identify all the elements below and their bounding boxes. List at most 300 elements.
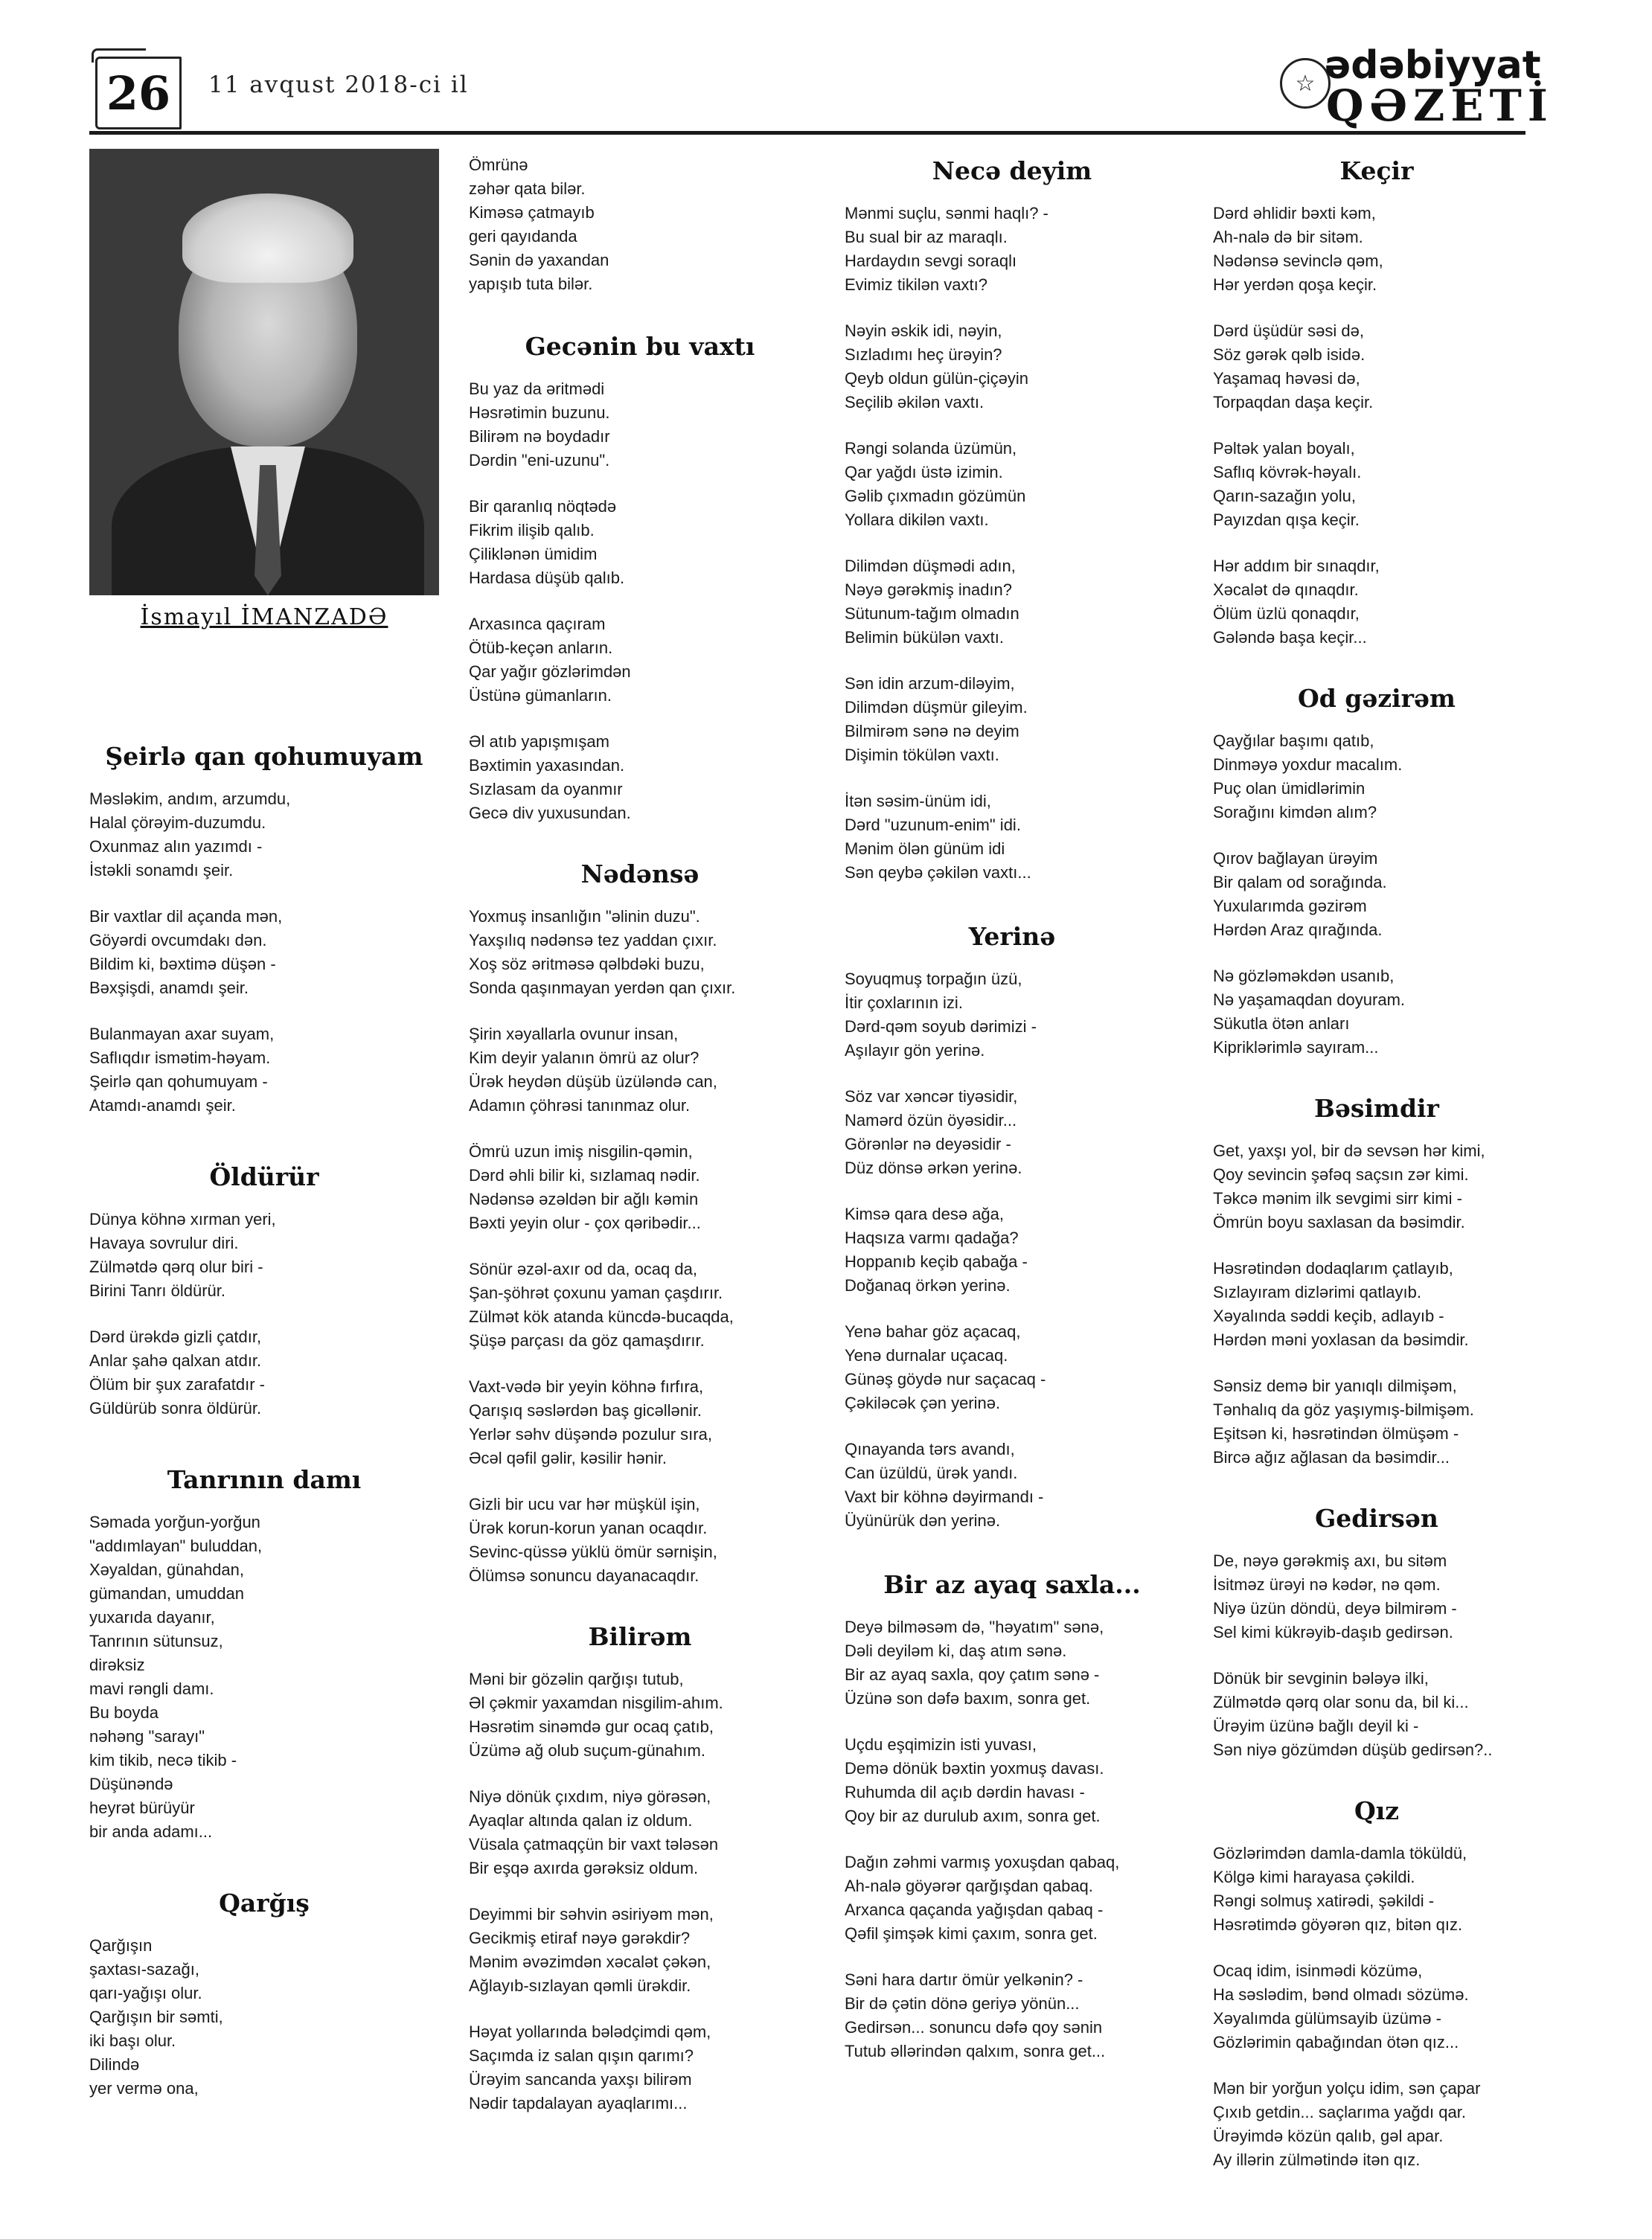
poem-line: Kim deyir yalanın ömrü az olur?: [469, 1048, 699, 1067]
poem-line: Sel kimi kükrəyib-daşıb gedirsən.: [1213, 1623, 1453, 1641]
stanza: [1213, 437, 1540, 532]
poem-title: Od gəzirəm: [1298, 684, 1456, 713]
poem-seirle-qan-qohumuyam: [89, 742, 439, 1118]
poem-line: Dilimdən düşmədi adın,: [845, 557, 1016, 575]
stanza: [469, 730, 811, 825]
poem-line: Belimin bükülən vaxtı.: [845, 628, 1004, 647]
poem-line: Gecikmiş etiraf nəyə gərəkdir?: [469, 1929, 691, 1947]
poem-title: Yerinə: [968, 922, 1056, 951]
poem-line: Yaşamaq həvəsi də,: [1213, 369, 1360, 388]
poem-line: Həsrətindən dodaqlarım çatlayıb,: [1213, 1259, 1453, 1278]
poem-title: Bilirəm: [588, 1622, 692, 1651]
poem-line: Saçımda iz salan qışın qarımı?: [469, 2046, 694, 2065]
poem-line: Göyərdi ovcumdakı dən.: [89, 931, 267, 949]
poem-line: Üyünürük dən yerinə.: [845, 1511, 1001, 1530]
poem-line: Puç olan ümidlərimin: [1213, 779, 1366, 798]
stanza: [1213, 729, 1540, 824]
poem-line: Əl çəkmir yaxamdan nisgilim-ahım.: [469, 1694, 723, 1712]
poem-line: Sorağını kimdən alım?: [1213, 803, 1377, 821]
poem-line: nəhəng "sarayı": [89, 1727, 205, 1746]
poem-title: Qarğış: [219, 1889, 310, 1918]
poem-line: Namərd özün öyəsidir...: [845, 1111, 1017, 1130]
poem-line: iki başı olur.: [89, 2031, 176, 2050]
poem-line: Sızladımı heç ürəyin?: [845, 345, 1002, 364]
poem-line: Qəfil şimşək kimi çaxım, sonra get.: [845, 1924, 1098, 1943]
poem-line: Rəngi solmuş xatirədi, şəkildi -: [1213, 1892, 1435, 1910]
poem-gedirsen: [1213, 1504, 1540, 1762]
poem-line: Səni hara dartır ömür yelkənin? -: [845, 1970, 1083, 1989]
poem-line: Yuxularımda gəzirəm: [1213, 897, 1367, 915]
poem-line: Yollara dikilən vaxtı.: [845, 510, 989, 529]
poem-line: Nəyin əskik idi, nəyin,: [845, 321, 1002, 340]
poem-line: gümandan, umuddan: [89, 1584, 244, 1603]
poem-line: Xəyalında səddi keçib, adlayıb -: [1213, 1307, 1444, 1325]
poem-line: Torpaqdan daşa keçir.: [1213, 393, 1374, 411]
poem-line: Məsləkim, andım, arzumdu,: [89, 789, 291, 808]
stanza: [469, 1140, 811, 1235]
poem-line: Payızdan qışa keçir.: [1213, 510, 1360, 529]
poem-line: Dəli deyiləm ki, daş atım sənə.: [845, 1641, 1067, 1660]
poem-title: Tanrının damı: [167, 1465, 362, 1494]
poem-line: Sən idin arzum-diləyim,: [845, 674, 1015, 693]
stanza: [1213, 554, 1540, 650]
poem-line: Zülmət kök atanda küncdə-bucaqda,: [469, 1307, 734, 1326]
poem-nece-deyim: [845, 156, 1179, 885]
poem-line: Bir eşqə axırda gərəksiz oldum.: [469, 1859, 699, 1877]
poem-line: Ha səslədim, bənd olmadı sözümə.: [1213, 1985, 1469, 2004]
poem-gecenin-bu-vaxti: [469, 332, 811, 825]
poem-line: Məni bir gözəlin qarğışı tutub,: [469, 1670, 684, 1688]
poem-line: Dünya köhnə xırman yeri,: [89, 1210, 276, 1229]
poem-line: Dərd əhli bilir ki, sızlamaq nədir.: [469, 1166, 700, 1185]
poem-line: Bir az ayaq saxla, qoy çatım sənə -: [845, 1665, 1100, 1684]
poem-line: Nəyə gərəkmiş inadın?: [845, 580, 1013, 599]
poem-line: Həsrətimdə göyərən qız, bitən qız.: [1213, 1915, 1463, 1934]
poem-line: Görənlər nə deyəsidir -: [845, 1135, 1011, 1153]
poem-title: Bir az ayaq saxla...: [883, 1570, 1141, 1599]
poem-line: Ölüm bir şux zarafatdır -: [89, 1375, 265, 1394]
poem-line: Ölümsə sonuncu dayanacaqdır.: [469, 1566, 699, 1585]
poem-line: Ah-nalə göyərər qarğışdan qabaq.: [845, 1877, 1093, 1895]
poem-line: Sənsiz demə bir yanıqlı dilmişəm,: [1213, 1377, 1457, 1395]
poem-line: Hər addım bir sınaqdır,: [1213, 557, 1380, 575]
poem-line: Ağlayıb-sızlayan qəmli ürəkdir.: [469, 1976, 691, 1995]
poem-line: Bilmirəm sənə nə deyim: [845, 722, 1019, 740]
poem-line: Doğanaq örkən yerinə.: [845, 1276, 1011, 1295]
poem-line: Nədənsə sevinclə qəm,: [1213, 252, 1383, 270]
logo-line1: ədəbiyyat: [1325, 43, 1541, 88]
poem-line: "addımlayan" buluddan,: [89, 1537, 263, 1555]
poem-line: Sonda qaşınmayan yerdən qan çıxır.: [469, 978, 736, 997]
poem-line: zəhər qata bilər.: [469, 179, 586, 198]
poem-line: Bu boyda: [89, 1703, 159, 1722]
poem-line: Qarğışın bir səmti,: [89, 2008, 223, 2026]
poem-tanrinin-dami: [89, 1465, 439, 1844]
stanza: [845, 672, 1179, 767]
column-1: [89, 149, 439, 2101]
poem-line: Çiliklənən ümidim: [469, 545, 598, 563]
poem-line: Xəyaldan, günahdan,: [89, 1560, 244, 1579]
poem-line: Sənin də yaxandan: [469, 251, 609, 269]
stanza: [469, 1493, 811, 1588]
poem-line: Zülmətdə qərq olar sonu da, bil ki...: [1213, 1693, 1469, 1711]
poem-line: Dərd "uzunum-enim" idi.: [845, 816, 1021, 834]
stanza: [845, 1615, 1179, 1711]
poem-line: Arxanca qaçanda yağışdan qabaq -: [845, 1900, 1104, 1919]
poem-line: Bir qaranlıq nöqtədə: [469, 497, 617, 516]
poem-line: Sən qeybə çəkilən vaxtı...: [845, 863, 1031, 882]
stanza: [1213, 1374, 1540, 1470]
poem-line: Mən bir yorğun yolçu idim, sən çapar: [1213, 2079, 1481, 2098]
poem-line: Üzünə son dəfə baxım, sonra get.: [845, 1689, 1091, 1708]
poem-line: Ömrün boyu saxlasan da bəsimdir.: [1213, 1213, 1465, 1231]
poem-od-gezirem: [1213, 684, 1540, 1060]
poem-line: Aşılayır gön yerinə.: [845, 1041, 985, 1060]
stanza: [1213, 1842, 1540, 1937]
poem-line: Sızlayıram dizlərimi qatlayıb.: [1213, 1283, 1421, 1301]
poem-line: Niyə dönük çıxdım, niyə görəsən,: [469, 1787, 711, 1806]
stanza: [1213, 1257, 1540, 1352]
stanza: [1213, 202, 1540, 297]
poem-line: Yenə durnalar uçacaq.: [845, 1346, 1008, 1365]
stanza: [469, 612, 811, 708]
poem-title: Keçir: [1339, 156, 1414, 185]
poem-line: Yenə bahar göz açacaq,: [845, 1322, 1021, 1341]
poem-kecir: [1213, 156, 1540, 650]
poem-line: Dinməyə yoxdur macalım.: [1213, 755, 1403, 774]
poem-title: Öldürür: [209, 1162, 319, 1191]
poem-title: Şeirlə qan qohumuyam: [105, 742, 423, 771]
stanza: [845, 437, 1179, 532]
poem-line: Kimsə qara desə ağa,: [845, 1205, 1005, 1223]
poem-line: Hardaydın sevgi soraqlı: [845, 252, 1017, 270]
column-3: [845, 149, 1179, 2063]
stanza: [89, 1325, 439, 1420]
stanza: [1213, 319, 1540, 414]
issue-date: 11 avqust 2018-ci il: [208, 71, 469, 98]
poem-line: Dərd üşüdür səsi də,: [1213, 321, 1364, 340]
poem-line: Düşünəndə: [89, 1775, 173, 1793]
poem-line: yapışıb tuta bilər.: [469, 275, 593, 293]
poem-line: Qarğışın: [89, 1936, 153, 1955]
poem-line: Bəxti yeyin olur - çox qəribədir...: [469, 1214, 701, 1232]
poem-line: yer vermə ona,: [89, 2079, 199, 2098]
poem-line: Qoy bir az durulub axım, sonra get.: [845, 1807, 1101, 1825]
poem-line: Can üzüldü, ürək yandı.: [845, 1464, 1018, 1482]
poem-line: Niyə üzün döndü, deyə bilmirəm -: [1213, 1599, 1457, 1618]
poem-line: Tutub əllərindən qalxım, sonra get...: [845, 2042, 1106, 2060]
poem-line: Ruhumda dil açıb dərdin havası -: [845, 1783, 1085, 1801]
emblem-icon: ☆: [1280, 58, 1331, 109]
stanza: [469, 1903, 811, 1998]
poem-line: Eşitsən ki, həsrətindən ölmüşəm -: [1213, 1424, 1459, 1443]
poem-line: Ürək heydən düşüb üzüləndə can,: [469, 1072, 717, 1091]
poem-line: Nə gözləməkdən usanıb,: [1213, 967, 1395, 985]
column-2: [469, 149, 811, 2115]
page-number: 26: [95, 57, 182, 129]
poem-line: Tənhalıq da göz yaşıymış-bilmişəm.: [1213, 1400, 1474, 1419]
poem-line: Soyuqmuş torpağın üzü,: [845, 970, 1022, 988]
stanza: [89, 905, 439, 1000]
poem-line: mavi rəngli damı.: [89, 1679, 214, 1698]
poem-line: Bu yaz da əritmədi: [469, 379, 605, 398]
stanza: [1213, 1139, 1540, 1234]
poem-line: Zülmətdə qərq olur biri -: [89, 1258, 263, 1276]
poem-line: Ürək korun-korun yanan ocaqdır.: [469, 1519, 708, 1537]
stanza: [845, 1085, 1179, 1180]
poem-line: Ürəyim sancanda yaxşı bilirəm: [469, 2070, 692, 2089]
poem-title: Gecənin bu vaxtı: [525, 332, 755, 361]
poem-line: Qar yağır gözlərimdən: [469, 662, 631, 681]
poem-line: Hərdən məni yoxlasan da bəsimdir.: [1213, 1330, 1469, 1349]
stanza: [89, 787, 439, 883]
poem-line: Gəlib çıxmadın gözümün: [845, 487, 1026, 505]
stanza: [469, 1022, 811, 1118]
stanza: [845, 1851, 1179, 1946]
header-rule: [89, 131, 1525, 135]
poem-line: Bu sual bir az maraqlı.: [845, 228, 1008, 246]
poem-line: Hər yerdən qoşa keçir.: [1213, 275, 1377, 294]
poem-line: Qayğılar başımı qatıb,: [1213, 731, 1374, 750]
poem-line: Ayaqlar altında qalan iz oldum.: [469, 1811, 693, 1830]
poem-line: Gecə div yuxusundan.: [469, 804, 631, 822]
stanza: [845, 1202, 1179, 1298]
poem-line: Günəş göydə nur saçacaq -: [845, 1370, 1046, 1388]
poem-title: Necə deyim: [932, 156, 1092, 185]
poem-line: Dişimin tökülən vaxtı.: [845, 746, 999, 764]
poem-line: Sönür əzəl-axır od da, ocaq da,: [469, 1260, 697, 1278]
poem-line: Bəxşişdi, anamdı şeir.: [89, 978, 249, 997]
poem-line: Bəxtimin yaxasından.: [469, 756, 625, 775]
poem-line: Ötüb-keçən anların.: [469, 638, 613, 657]
stanza: [1213, 1667, 1540, 1762]
poem-title: Nədənsə: [580, 859, 699, 888]
poem-line: Ömrü uzun imiş nisgilin-qəmin,: [469, 1142, 693, 1161]
poem-line: Bir vaxtlar dil açanda mən,: [89, 907, 283, 926]
poem-line: Qeyb oldun gülün-çiçəyin: [845, 369, 1029, 388]
poem-line: Bildim ki, bəxtimə düşən -: [89, 955, 276, 973]
poem-qiz: [1213, 1796, 1540, 2172]
poem-line: Qoy sevincin şəfəq saçsın zər kimi.: [1213, 1165, 1469, 1184]
poem-line: Üzümə ağ olub suçum-günahım.: [469, 1741, 705, 1760]
stanza: [1213, 1549, 1540, 1644]
poem-line: Arxasınca qaçıram: [469, 615, 606, 633]
poem-line: Dərd əhlidir bəxti kəm,: [1213, 204, 1376, 222]
stanza: [845, 789, 1179, 885]
poem-line: Səmada yorğun-yorğun: [89, 1513, 260, 1531]
poem-line: Dərdin "eni-uzunu".: [469, 451, 610, 470]
stanza: [89, 1511, 439, 1844]
poem-line: Güldürüb sonra öldürür.: [89, 1399, 262, 1418]
stanza: [845, 554, 1179, 650]
poem-line: Gözlərimdən damla-damla töküldü,: [1213, 1844, 1467, 1862]
stanza: [469, 905, 811, 1000]
poem-line: Deyimmi bir səhvin əsiriyəm mən,: [469, 1905, 714, 1924]
poem-line: İstəkli sonamdı şeir.: [89, 861, 234, 880]
poem-line: Saflıqdır ismətim-həyam.: [89, 1048, 271, 1067]
poem-line: Qar yağdı üstə izimin.: [845, 463, 1003, 481]
poem-besimdir: [1213, 1094, 1540, 1470]
poem-qargis: [89, 1889, 439, 2101]
poem-line: Kölgə kimi harayasa çəkildi.: [1213, 1868, 1415, 1886]
poem-line: Vaxt-vədə bir yeyin köhnə fırfıra,: [469, 1377, 704, 1396]
poem-line: bir anda adamı...: [89, 1822, 213, 1841]
poem-line: Üstünə gümanların.: [469, 686, 612, 705]
stanza: [845, 967, 1179, 1063]
poem-line: Nədənsə əzəldən bir ağlı kəmin: [469, 1190, 699, 1208]
poem-yerine: [845, 922, 1179, 1533]
poem-line: dirəksiz: [89, 1656, 145, 1674]
stanza: [89, 1934, 439, 2101]
poem-line: Çıxıb getdin... saçlarıma yağdı qar.: [1213, 2103, 1466, 2121]
poem-line: Qırov bağlayan ürəyim: [1213, 849, 1378, 868]
poem-line: Sütunum-tağım olmadın: [845, 604, 1019, 623]
stanza: [469, 2020, 811, 2115]
poem-line: Seçilib əkilən vaxtı.: [845, 393, 985, 411]
poem-line: Evimiz tikilən vaxtı?: [845, 275, 987, 294]
poem-line: Sükutla ötən anları: [1213, 1014, 1350, 1033]
poem-line: Kipriklərimlə sayıram...: [1213, 1038, 1379, 1057]
poem-line: Həyat yollarında bələdçimdi qəm,: [469, 2022, 711, 2041]
poem-line: qarı-yağışı olur.: [89, 1984, 202, 2002]
stanza: [1213, 847, 1540, 942]
poem-line: kim tikib, necə tikib -: [89, 1751, 237, 1769]
poem-line: Sevinc-qüssə yüklü ömür sərnişin,: [469, 1543, 717, 1561]
stanza: [845, 202, 1179, 297]
poem-line: Haqsıza varmı qadağa?: [845, 1229, 1019, 1247]
poem-line: Mənim əvəzimdən xəcalət çəkən,: [469, 1953, 711, 1971]
logo-line2: QƏZETİ: [1326, 80, 1554, 131]
stanza: [1213, 2077, 1540, 2172]
poem-line: geri qayıdanda: [469, 227, 577, 246]
poem-line: Bircə ağız ağlasan da bəsimdir...: [1213, 1448, 1450, 1467]
poem-line: Bir qalam od sorağında.: [1213, 873, 1387, 891]
poem-line: Sızlasam da oyanmır: [469, 780, 623, 798]
poem-line: şaxtası-sazağı,: [89, 1960, 199, 1979]
poem-line: Halal çörəyim-duzumdu.: [89, 813, 266, 832]
poem-bilirem: [469, 1622, 811, 2115]
poem-line: yuxarıda dayanır,: [89, 1608, 215, 1627]
poem-line: Söz var xəncər tiyəsidir,: [845, 1087, 1018, 1106]
poem-line: Fikrim ilişib qalıb.: [469, 521, 595, 539]
poem-line: Sən niyə gözümdən düşüb gedirsən?..: [1213, 1740, 1493, 1759]
poem-line: Həsrətim sinəmdə gur ocaq çatıb,: [469, 1717, 714, 1736]
poem-line: Dilində: [89, 2055, 140, 2074]
poem-title: Bəsimdir: [1314, 1094, 1439, 1123]
poem-line: Hardasa düşüb qalıb.: [469, 568, 625, 587]
stanza: [89, 1022, 439, 1118]
stanza: [469, 1668, 811, 1763]
poem-line: Ay illərin zülmətində itən qız.: [1213, 2150, 1421, 2169]
page-header: [89, 22, 1554, 134]
poem-line: Mənim ölən günüm idi: [845, 839, 1005, 858]
poem-line: Qarın-sazağın yolu,: [1213, 487, 1356, 505]
poem-line: Yerlər səhv düşəndə pozulur sıra,: [469, 1425, 712, 1444]
poem-line: Nədir tapdalayan ayaqlarımı...: [469, 2094, 688, 2113]
poem-line: Vaxt bir köhnə dəyirmandı -: [845, 1487, 1044, 1506]
poem-line: Atamdı-anamdı şeir.: [89, 1096, 236, 1115]
stanza: [469, 495, 811, 590]
poem-line: Bulanmayan axar suyam,: [89, 1025, 275, 1043]
poem-line: Yoxmuş insanlığın "əlinin duzu".: [469, 907, 700, 926]
poem-line: Havaya sovrulur diri.: [89, 1234, 239, 1252]
poem-line: Dönük bir sevginin bələyə ilki,: [1213, 1669, 1429, 1688]
poem-line: Gələndə başa keçir...: [1213, 628, 1367, 647]
poem-line: Qınayanda tərs avandı,: [845, 1440, 1015, 1458]
poem-line: Pəltək yalan boyalı,: [1213, 439, 1355, 458]
poem-line: Demə dönük bəxtin yoxmuş davası.: [845, 1759, 1104, 1778]
poem-line: Ocaq idim, isinmədi közümə,: [1213, 1961, 1423, 1980]
poem-line: Bir də çətin dönə geriyə yönün...: [845, 1994, 1080, 2013]
poem-bir-az-ayaq-saxla: [845, 1570, 1179, 2063]
poem-line: Saflıq kövrək-həyalı.: [1213, 463, 1362, 481]
author-name: İsmayıl İMANZADƏ: [140, 604, 388, 630]
poem-line: Qarışıq səslərdən baş gicəllənir.: [469, 1401, 702, 1420]
poem-oldurur: [89, 1162, 439, 1420]
poem-line: Rəngi solanda üzümün,: [845, 439, 1017, 458]
poem-line: Xoş söz əritməsə qəlbdəki buzu,: [469, 955, 705, 973]
poem-line: Hoppanıb keçib qabağa -: [845, 1252, 1028, 1271]
poem-qargis-continued: [469, 153, 811, 296]
poem-line: De, nəyə gərəkmiş axı, bu sitəm: [1213, 1551, 1447, 1570]
poem-line: Bilirəm nə boydadır: [469, 427, 610, 446]
poem-line: Get, yaxşı yol, bir də sevsən hər kimi,: [1213, 1141, 1485, 1160]
poem-line: Həsrətimin buzunu.: [469, 403, 610, 422]
poem-line: Deyə bilməsəm də, "həyatım" sənə,: [845, 1618, 1104, 1636]
stanza: [469, 1375, 811, 1470]
stanza: [845, 1968, 1179, 2063]
poem-line: Təkcə mənim ilk sevgimi sirr kimi -: [1213, 1189, 1462, 1208]
poem-line: Ömrünə: [469, 156, 528, 174]
newspaper-logo: [1280, 37, 1554, 131]
poem-line: Gözlərimin qabağından ötən qız...: [1213, 2033, 1459, 2051]
stanza: [89, 1208, 439, 1303]
poem-line: Anlar şahə qalxan atdır.: [89, 1351, 262, 1370]
stanza: [845, 1733, 1179, 1828]
poem-line: Birini Tanrı öldürür.: [89, 1281, 226, 1300]
poem-line: Şan-şöhrət çoxunu yaman çaşdırır.: [469, 1284, 723, 1302]
poem-line: Dağın zəhmi varmış yoxuşdan qabaq,: [845, 1853, 1120, 1871]
poem-nedense: [469, 859, 811, 1588]
poem-line: Düz dönsə ərkən yerinə.: [845, 1159, 1022, 1177]
poem-line: Oxunmaz alın yazımdı -: [89, 837, 263, 856]
stanza: [469, 377, 811, 473]
poem-line: Əl atıb yapışmışam: [469, 732, 609, 751]
stanza: [469, 1785, 811, 1880]
poem-line: Şeirlə qan qohumuyam -: [89, 1072, 268, 1091]
stanza: [845, 1320, 1179, 1415]
poem-line: Xəcalət də qınaqdır.: [1213, 580, 1359, 599]
poem-line: Ürəyim üzünə bağlı deyil ki -: [1213, 1717, 1419, 1735]
poem-line: İsitməz ürəyi nə kədər, nə qəm.: [1213, 1575, 1441, 1594]
poem-line: Söz gərək qəlb isidə.: [1213, 345, 1366, 364]
stanza: [469, 153, 811, 296]
stanza: [469, 1258, 811, 1353]
stanza: [845, 319, 1179, 414]
poem-line: heyrət bürüyür: [89, 1798, 195, 1817]
stanza: [1213, 964, 1540, 1060]
poem-line: Ölüm üzlü qonaqdır,: [1213, 604, 1360, 623]
poem-line: İtən səsim-ünüm idi,: [845, 792, 991, 810]
poem-line: Dərd ürəkdə gizli çatdır,: [89, 1327, 262, 1346]
poem-line: Nə yaşamaqdan doyuram.: [1213, 990, 1406, 1009]
poem-line: Dilimdən düşmür gileyim.: [845, 698, 1028, 717]
poem-line: Şüşə parçası da göz qamaşdırır.: [469, 1331, 705, 1350]
stanza: [845, 1438, 1179, 1533]
poem-line: Əcəl qəfil gəlir, kəsilir hənir.: [469, 1449, 667, 1467]
stanza: [1213, 1959, 1540, 2054]
poem-line: Gizli bir ucu var hər müşkül işin,: [469, 1495, 700, 1514]
